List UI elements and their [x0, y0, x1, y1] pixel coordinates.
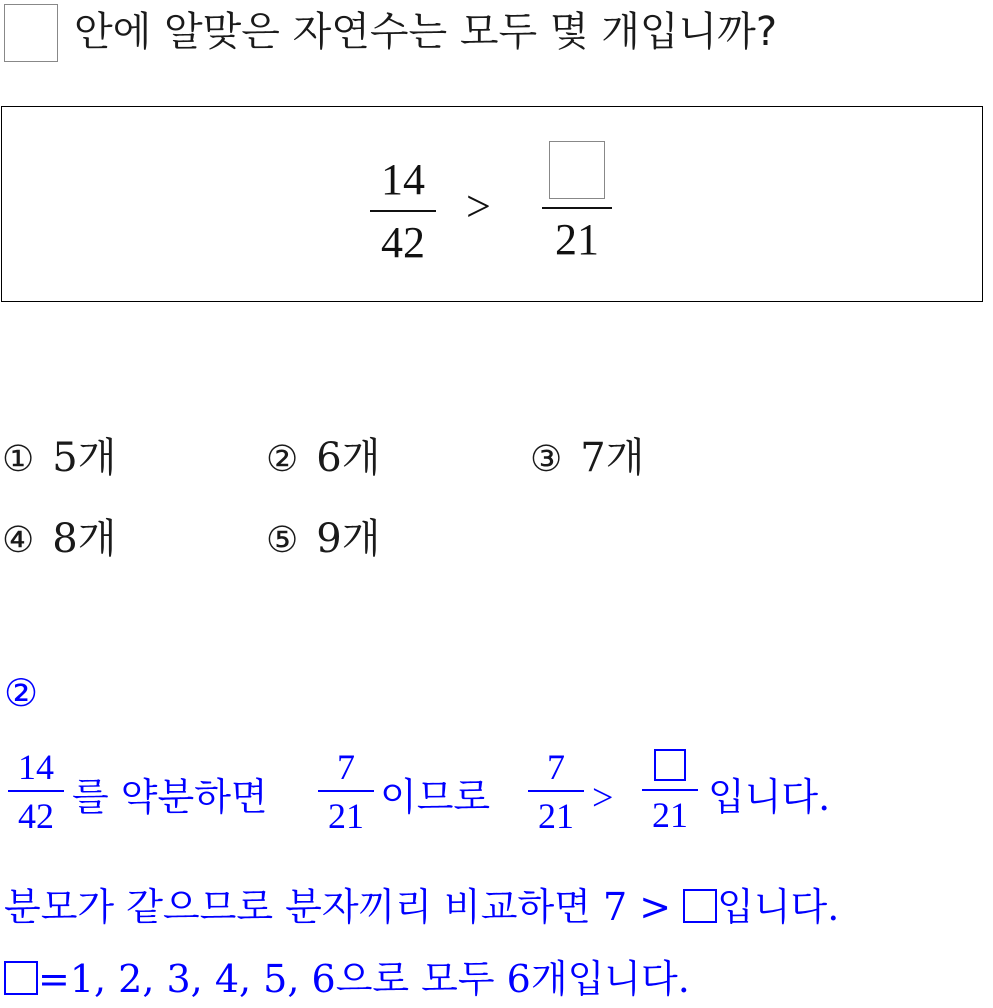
choice-2[interactable]	[266, 433, 380, 485]
solution-text: 입니다.	[717, 885, 840, 929]
solution-fraction-3	[528, 749, 584, 834]
choice-mark: ①	[2, 439, 35, 480]
solution-text: 분모가 같으므로 분자끼리 비교하면 7 >	[4, 885, 672, 929]
choice-mark: ③	[530, 439, 563, 480]
blank-box	[683, 889, 717, 923]
solution-text: 이므로	[380, 775, 491, 819]
choice-label: 6개	[316, 435, 381, 481]
fraction-denominator: 42	[18, 796, 54, 836]
fraction-right	[542, 141, 612, 265]
problem-frame	[1, 106, 983, 302]
solution-text: =1, 2, 3, 4, 5, 6으로 모두 6개입니다.	[38, 957, 690, 1001]
fraction-left	[370, 155, 436, 268]
solution-line-3	[4, 950, 690, 1008]
fraction-denominator: 21	[538, 796, 574, 836]
fraction-denominator: 21	[328, 796, 364, 836]
choice-label: 9개	[316, 516, 381, 562]
fraction-denominator: 42	[381, 218, 425, 268]
solution-fraction-1	[8, 749, 64, 834]
greater-than-operator: >	[466, 182, 491, 231]
blank-numerator-box	[654, 749, 686, 781]
solution-text: 를 약분하면	[72, 775, 268, 819]
blank-box	[4, 961, 38, 995]
fraction-numerator: 14	[18, 747, 54, 787]
question-text: 안에 알맞은 자연수는 모두 몇 개입니까?	[74, 9, 778, 55]
blank-box	[4, 4, 58, 62]
solution-fraction-4	[642, 749, 698, 833]
fraction-bar	[318, 790, 374, 792]
blank-numerator-box	[549, 141, 605, 199]
solution-fraction-2	[318, 749, 374, 834]
answer-mark: ②	[4, 671, 39, 715]
solution-text: 입니다.	[708, 775, 831, 819]
fraction-bar	[370, 210, 436, 212]
fraction-numerator: 7	[547, 747, 565, 787]
greater-than-operator: >	[592, 777, 614, 819]
choice-4[interactable]	[2, 514, 116, 566]
choice-label: 7개	[580, 435, 645, 481]
fraction-denominator: 21	[555, 215, 599, 265]
fraction-numerator: 14	[381, 155, 425, 204]
fraction-numerator: 7	[337, 747, 355, 787]
choice-label: 5개	[52, 435, 117, 481]
fraction-bar	[642, 789, 698, 791]
choice-mark: ⑤	[266, 520, 299, 561]
choice-5[interactable]	[266, 514, 380, 566]
choice-mark: ④	[2, 520, 35, 561]
solution-line-2	[4, 878, 839, 936]
fraction-bar	[528, 790, 584, 792]
fraction-bar	[542, 207, 612, 209]
choice-3[interactable]	[530, 433, 644, 485]
choice-label: 8개	[52, 516, 117, 562]
choice-mark: ②	[266, 439, 299, 480]
fraction-denominator: 21	[652, 795, 688, 835]
choice-1[interactable]	[2, 433, 116, 485]
fraction-bar	[8, 790, 64, 792]
